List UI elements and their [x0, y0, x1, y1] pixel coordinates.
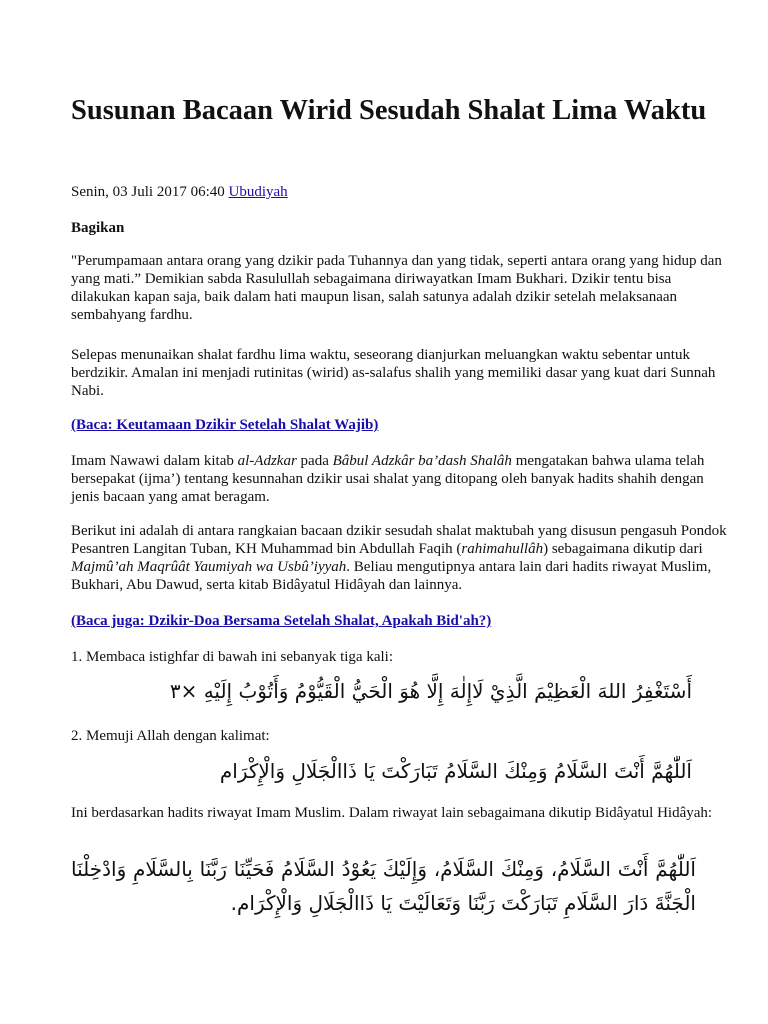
category-link[interactable]: Ubudiyah [228, 184, 288, 200]
honorific-text: rahimahullâh [461, 541, 544, 557]
read-also-link-2[interactable]: (Baca juga: Dzikir-Doa Bersama Setelah Shalat, Apakah Bid'ah?) [71, 613, 492, 629]
read-also-link-1[interactable]: (Baca: Keutamaan Dzikir Setelah Shalat Wajib) [71, 417, 379, 433]
arabic-long-praise: اَللّٰهُمَّ أَنْتَ السَّلَامُ، وَمِنْكَ السَّلَامُ، وَإِلَيْكَ يَعُوْدُ السَّلَامُ فَحَيِّنَا رَبَّنَا بِالسَّلَامِ وَادْخِلْنَا الْجَنَّةَ دَارَ السَّلَامِ تَبَارَكْتَ رَبَّنَا وَتَعَالَيْتَ يَا ذَاالْجَلَالِ وَالْإِكْرَام. [71, 857, 696, 915]
arabic-istighfar: أَسْتَغْفِرُ اللهَ الْعَظِيْمَ الَّذِيْ لَاإِلٰهَ إِلَّا هُوَ الْحَيُّ الْقَيُّوْمُ وَأَتُوْبُ إِلَيْهِ ×٣ [169, 679, 692, 703]
publish-date: Senin, 03 Juli 2017 06:40 [71, 184, 225, 200]
paragraph-5: Ini berdasarkan hadits riwayat Imam Muslim. Dalam riwayat lain sebagaimana dikutip Bidâyatul Hidâyah: [71, 805, 713, 821]
step-2-text: 2. Memuji Allah dengan kalimat: [71, 728, 270, 744]
paragraph-4-text-a: Berikut ini adalah di antara rangkaian bacaan dzikir sesudah shalat maktubah yang disusun pengasuh Pondok Pesantren Langitan Tuban, KH Muhammad bin Abdullah Faqih ( [71, 523, 727, 557]
share-label[interactable]: Bagikan [71, 220, 125, 236]
arabic-praise: اَللّٰهُمَّ أَنْتَ السَّلَامُ وَمِنْكَ السَّلَامُ تَبَارَكْتَ يَا ذَاالْجَلَالِ وَالْإِكْرَام [219, 759, 692, 783]
chapter-title: Bâbul Adzkâr ba’dash Shalâh [332, 453, 512, 469]
book-title-majmuah: Majmû’ah Maqrûât Yaumiyah wa Usbû’iyyah [71, 559, 347, 575]
paragraph-1: "Perumpamaan antara orang yang dzikir pada Tuhannya dan yang tidak, seperti antara orang yang hidup dan yang mati.” Demikian sabda Rasulullah sebagaimana diriwayatkan Imam Bukhari. Dzikir tentu bisa dilakukan kapan saja, baik dalam hati maupun lisan, salah satunya adalah dzikir setelah melaksanaan sembahyang fardhu. [71, 253, 722, 323]
paragraph-3-text-c: mengatakan bahwa ulama telah bersepakat (ijma’) tentang kesunnahan dzikir usai shalat yang ditopang oleh banyak hadits shahih dengan jenis bacaan yang amat beragam. [71, 453, 705, 505]
paragraph-4 [71, 522, 731, 594]
page-title: Susunan Bacaan Wirid Sesudah Shalat Lima Waktu [71, 95, 707, 126]
paragraph-4-text-c: . Beliau mengutipnya antara lain dari hadits riwayat Muslim, Bukhari, Abu Dawud, serta kitab Bidâyatul Hidâyah dan lainnya. [71, 559, 712, 593]
paragraph-3 [71, 452, 731, 506]
article-meta [71, 183, 288, 201]
paragraph-3-text-a: Imam Nawawi dalam kitab [71, 453, 238, 469]
step-1-text: 1. Membaca istighfar di bawah ini sebanyak tiga kali: [71, 649, 393, 665]
paragraph-2: Selepas menunaikan shalat fardhu lima waktu, seseorang dianjurkan meluangkan waktu sebentar untuk berdzikir. Amalan ini menjadi rutinitas (wirid) as-salafus shalih yang memiliki dasar yang kuat dari Sunnah Nabi. [71, 347, 716, 399]
paragraph-4-text-b: ) sebagaimana dikutip dari [543, 541, 703, 557]
book-title-adzkar: al-Adzkar [237, 453, 297, 469]
paragraph-3-text-b: pada [296, 453, 333, 469]
